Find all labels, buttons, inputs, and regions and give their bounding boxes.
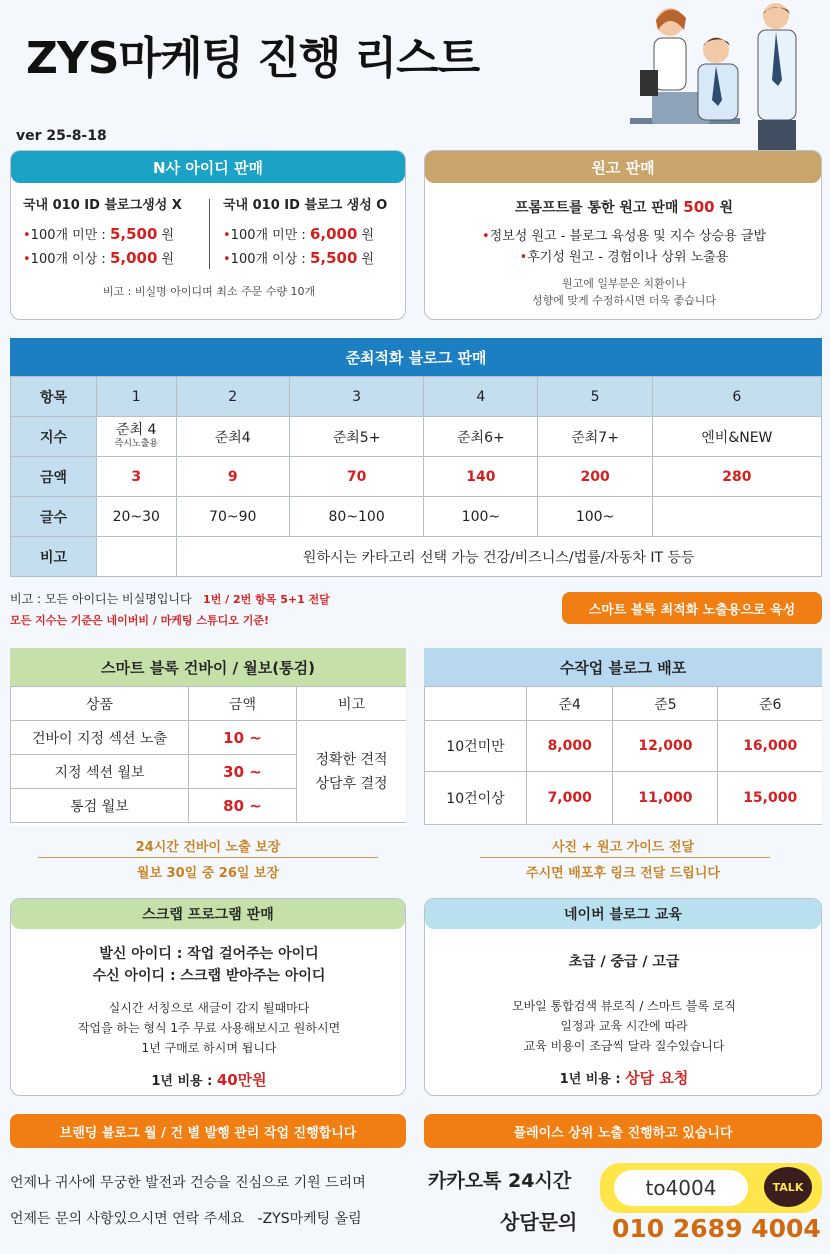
smart-block-section — [10, 648, 406, 826]
price-cell: 10 ~ — [189, 721, 297, 755]
table-cell — [97, 537, 177, 577]
handwork-header: 수작업 블로그 배포 — [424, 648, 822, 686]
naver-id-col2 — [223, 195, 387, 271]
handwork-section — [424, 648, 822, 826]
price-cell: 3 — [97, 457, 177, 497]
manuscript-bullet: •정보성 원고 - 블로그 육성용 및 지수 상승용 글밥 — [481, 229, 767, 244]
education-levels: 초급 / 중급 / 고급 — [568, 954, 680, 970]
price-cell: 200 — [538, 457, 652, 497]
price-cell: 16,000 — [718, 721, 822, 772]
branding-banner: 브랜딩 블로그 월 / 건 별 발행 관리 작업 진행합니다 — [10, 1114, 406, 1148]
row-label: 10건이상 — [425, 772, 527, 825]
cell-subtext: 즉시노출용 — [114, 438, 158, 449]
manuscript-bullet: •후기성 원고 - 경험이나 상위 노출용 — [519, 250, 729, 265]
column-header: 금액 — [189, 687, 297, 721]
optimization-header: 준최적화 블로그 판매 — [10, 338, 822, 376]
naver-id-col1 — [23, 195, 182, 271]
row-label: 글수 — [11, 497, 97, 537]
education-desc: 모바일 통합검색 뷰로직 / 스마트 블록 로직 — [512, 999, 736, 1013]
education-header: 네이버 블로그 교육 — [425, 899, 821, 929]
column-header: 2 — [176, 377, 289, 417]
table-row — [11, 457, 822, 497]
smart-block-foot1: 24시간 건바이 노출 보장 — [135, 840, 281, 855]
table-cell: 20~30 — [97, 497, 177, 537]
scrap-desc: 1년 구매로 하시며 됩니다 — [141, 1041, 277, 1055]
column-header: 4 — [424, 377, 538, 417]
manuscript-note: 성향에 맞게 수정하시면 더욱 좋습니다 — [531, 294, 716, 307]
table-cell: 지정 섹션 월보 — [11, 755, 189, 789]
row-label: 지수 — [11, 417, 97, 457]
smart-block-header: 스마트 블록 건바이 / 월보(통검) — [10, 648, 406, 686]
manuscript-price-line: 프롬프트를 통한 원고 판매 500 원 — [515, 198, 733, 216]
remark-cell: 정확한 견적 상담후 결정 — [297, 721, 407, 823]
handwork-foot2: 주시면 배포후 링크 전달 드립니다 — [526, 866, 720, 881]
index-criteria-note: 모든 지수는 기준은 네이버비 / 마케팅 스튜디오 기준! — [10, 614, 269, 627]
kakao-talk-icon: TALK — [764, 1167, 812, 1207]
scrap-cost: 1년 비용 : 40만원 — [151, 1071, 267, 1089]
table-cell: 준최7+ — [538, 417, 652, 457]
table-row — [11, 417, 822, 457]
id-note: 비고 : 모든 아이디는 비실명입니다 1번 / 2번 항목 5+1 전달 — [10, 592, 330, 606]
price-cell: 15,000 — [718, 772, 822, 825]
smart-block-foot2: 월보 30일 중 26일 보장 — [136, 866, 280, 881]
price-cell: 12,000 — [613, 721, 718, 772]
kakao-24h: 카카오톡 24시간 — [428, 1170, 572, 1192]
column-header: 1 — [97, 377, 177, 417]
scrap-header: 스크랩 프로그램 판매 — [11, 899, 405, 929]
gold-divider — [480, 857, 770, 858]
price-cell: 80 ~ — [189, 789, 297, 823]
remark-cell: 원하시는 카타고리 선택 가능 건강/비즈니스/법률/자동차 IT 등등 — [176, 537, 822, 577]
row-label: 비고 — [11, 537, 97, 577]
talk-id: to4004 — [645, 1176, 717, 1200]
footer-greeting: 언제나 귀사에 무궁한 발전과 건승을 진심으로 기원 드리며 — [10, 1175, 366, 1191]
scrap-line: 발신 아이디 : 작업 걸어주는 아이디 — [99, 946, 319, 962]
price-cell: 9 — [176, 457, 289, 497]
table-row — [425, 687, 823, 721]
kakao-talk-box — [600, 1163, 822, 1213]
table-cell: 80~100 — [289, 497, 423, 537]
education-cost: 1년 비용 : 상담 요청 — [559, 1069, 689, 1087]
col2-row: •100개 미만 : 6,000 원 — [223, 225, 375, 243]
table-row — [11, 497, 822, 537]
table-row — [11, 377, 822, 417]
scrap-line: 수신 아이디 : 스크랩 받아주는 아이디 — [92, 968, 326, 984]
naver-id-note: 비고 : 비실명 아이디며 최소 주문 수량 10개 — [102, 285, 316, 298]
price-cell: 140 — [424, 457, 538, 497]
smart-block-table — [10, 686, 406, 823]
manuscript-header: 원고 판매 — [425, 151, 821, 183]
column-header: 준5 — [613, 687, 718, 721]
table-cell: 준최5+ — [289, 417, 423, 457]
table-cell: 70~90 — [176, 497, 289, 537]
office-workers-illustration — [600, 0, 830, 160]
row-label: 항목 — [11, 377, 97, 417]
talk-id-pill — [614, 1170, 748, 1206]
price-cell: 11,000 — [613, 772, 718, 825]
column-header — [425, 687, 527, 721]
handwork-table — [424, 686, 822, 825]
row-label: 금액 — [11, 457, 97, 497]
price-cell: 280 — [652, 457, 821, 497]
gold-divider — [38, 857, 378, 858]
table-cell: 준최4 — [176, 417, 289, 457]
naver-id-card — [10, 150, 406, 320]
optimization-table — [10, 376, 822, 577]
table-cell: 엔비&NEW — [652, 417, 821, 457]
footer-contact: 언제든 문의 사항있으시면 연락 주세요 -ZYS마케팅 올림 — [10, 1211, 362, 1227]
scrap-desc: 작업을 하는 형식 1주 무료 사용해보시고 원하시면 — [77, 1021, 341, 1035]
phone-number: 010 2689 4004 — [612, 1214, 821, 1243]
column-divider — [209, 199, 210, 269]
row-label: 10건미만 — [425, 721, 527, 772]
column-header: 5 — [538, 377, 652, 417]
price-cell: 7,000 — [527, 772, 613, 825]
col1-row: •100개 이상 : 5,000 원 — [23, 249, 175, 267]
column-header: 상품 — [11, 687, 189, 721]
education-desc: 일정과 교육 시간에 따라 — [560, 1019, 688, 1033]
page-title: ZYS마케팅 진행 리스트 — [26, 33, 480, 84]
smart-block-button: 스마트 블록 최적화 노출용으로 육성 — [562, 592, 822, 624]
col2-row: •100개 이상 : 5,500 원 — [223, 249, 375, 267]
col2-title: 국내 010 ID 블로그 생성 O — [223, 198, 388, 213]
table-row — [11, 537, 822, 577]
table-row — [425, 721, 823, 772]
table-row — [425, 772, 823, 825]
handwork-foot1: 사진 + 원고 가이드 전달 — [551, 840, 695, 855]
column-header: 준6 — [718, 687, 822, 721]
education-desc: 교육 비용이 조금씩 달라 질수있습니다 — [523, 1039, 725, 1053]
version-label: ver 25-8-18 — [16, 128, 107, 144]
column-header: 3 — [289, 377, 423, 417]
manuscript-note: 원고에 일부분은 치환이나 — [562, 277, 686, 290]
table-row — [11, 721, 407, 755]
naver-id-header: N사 아이디 판매 — [11, 151, 405, 183]
price-cell: 30 ~ — [189, 755, 297, 789]
table-cell — [652, 497, 821, 537]
col1-title: 국내 010 ID 블로그생성 X — [23, 198, 182, 213]
manuscript-card — [424, 150, 822, 320]
table-cell: 100~ — [538, 497, 652, 537]
table-cell: 준최6+ — [424, 417, 538, 457]
place-banner: 플레이스 상위 노출 진행하고 있습니다 — [424, 1114, 822, 1148]
table-cell: 100~ — [424, 497, 538, 537]
scrap-card — [10, 898, 406, 1096]
price-cell: 70 — [289, 457, 423, 497]
column-header: 준4 — [527, 687, 613, 721]
price-cell: 8,000 — [527, 721, 613, 772]
education-card — [424, 898, 822, 1096]
table-cell — [97, 417, 177, 457]
consult-label: 상담문의 — [500, 1210, 578, 1234]
column-header: 6 — [652, 377, 821, 417]
scrap-desc: 실시간 서칭으로 새글이 감지 될때마다 — [108, 1001, 310, 1015]
table-row — [11, 687, 407, 721]
cell-text: 준최 4 — [116, 421, 157, 438]
col1-row: •100개 미만 : 5,500 원 — [23, 225, 175, 243]
table-cell: 건바이 지정 섹션 노출 — [11, 721, 189, 755]
column-header: 비고 — [297, 687, 407, 721]
table-cell: 통검 월보 — [11, 789, 189, 823]
